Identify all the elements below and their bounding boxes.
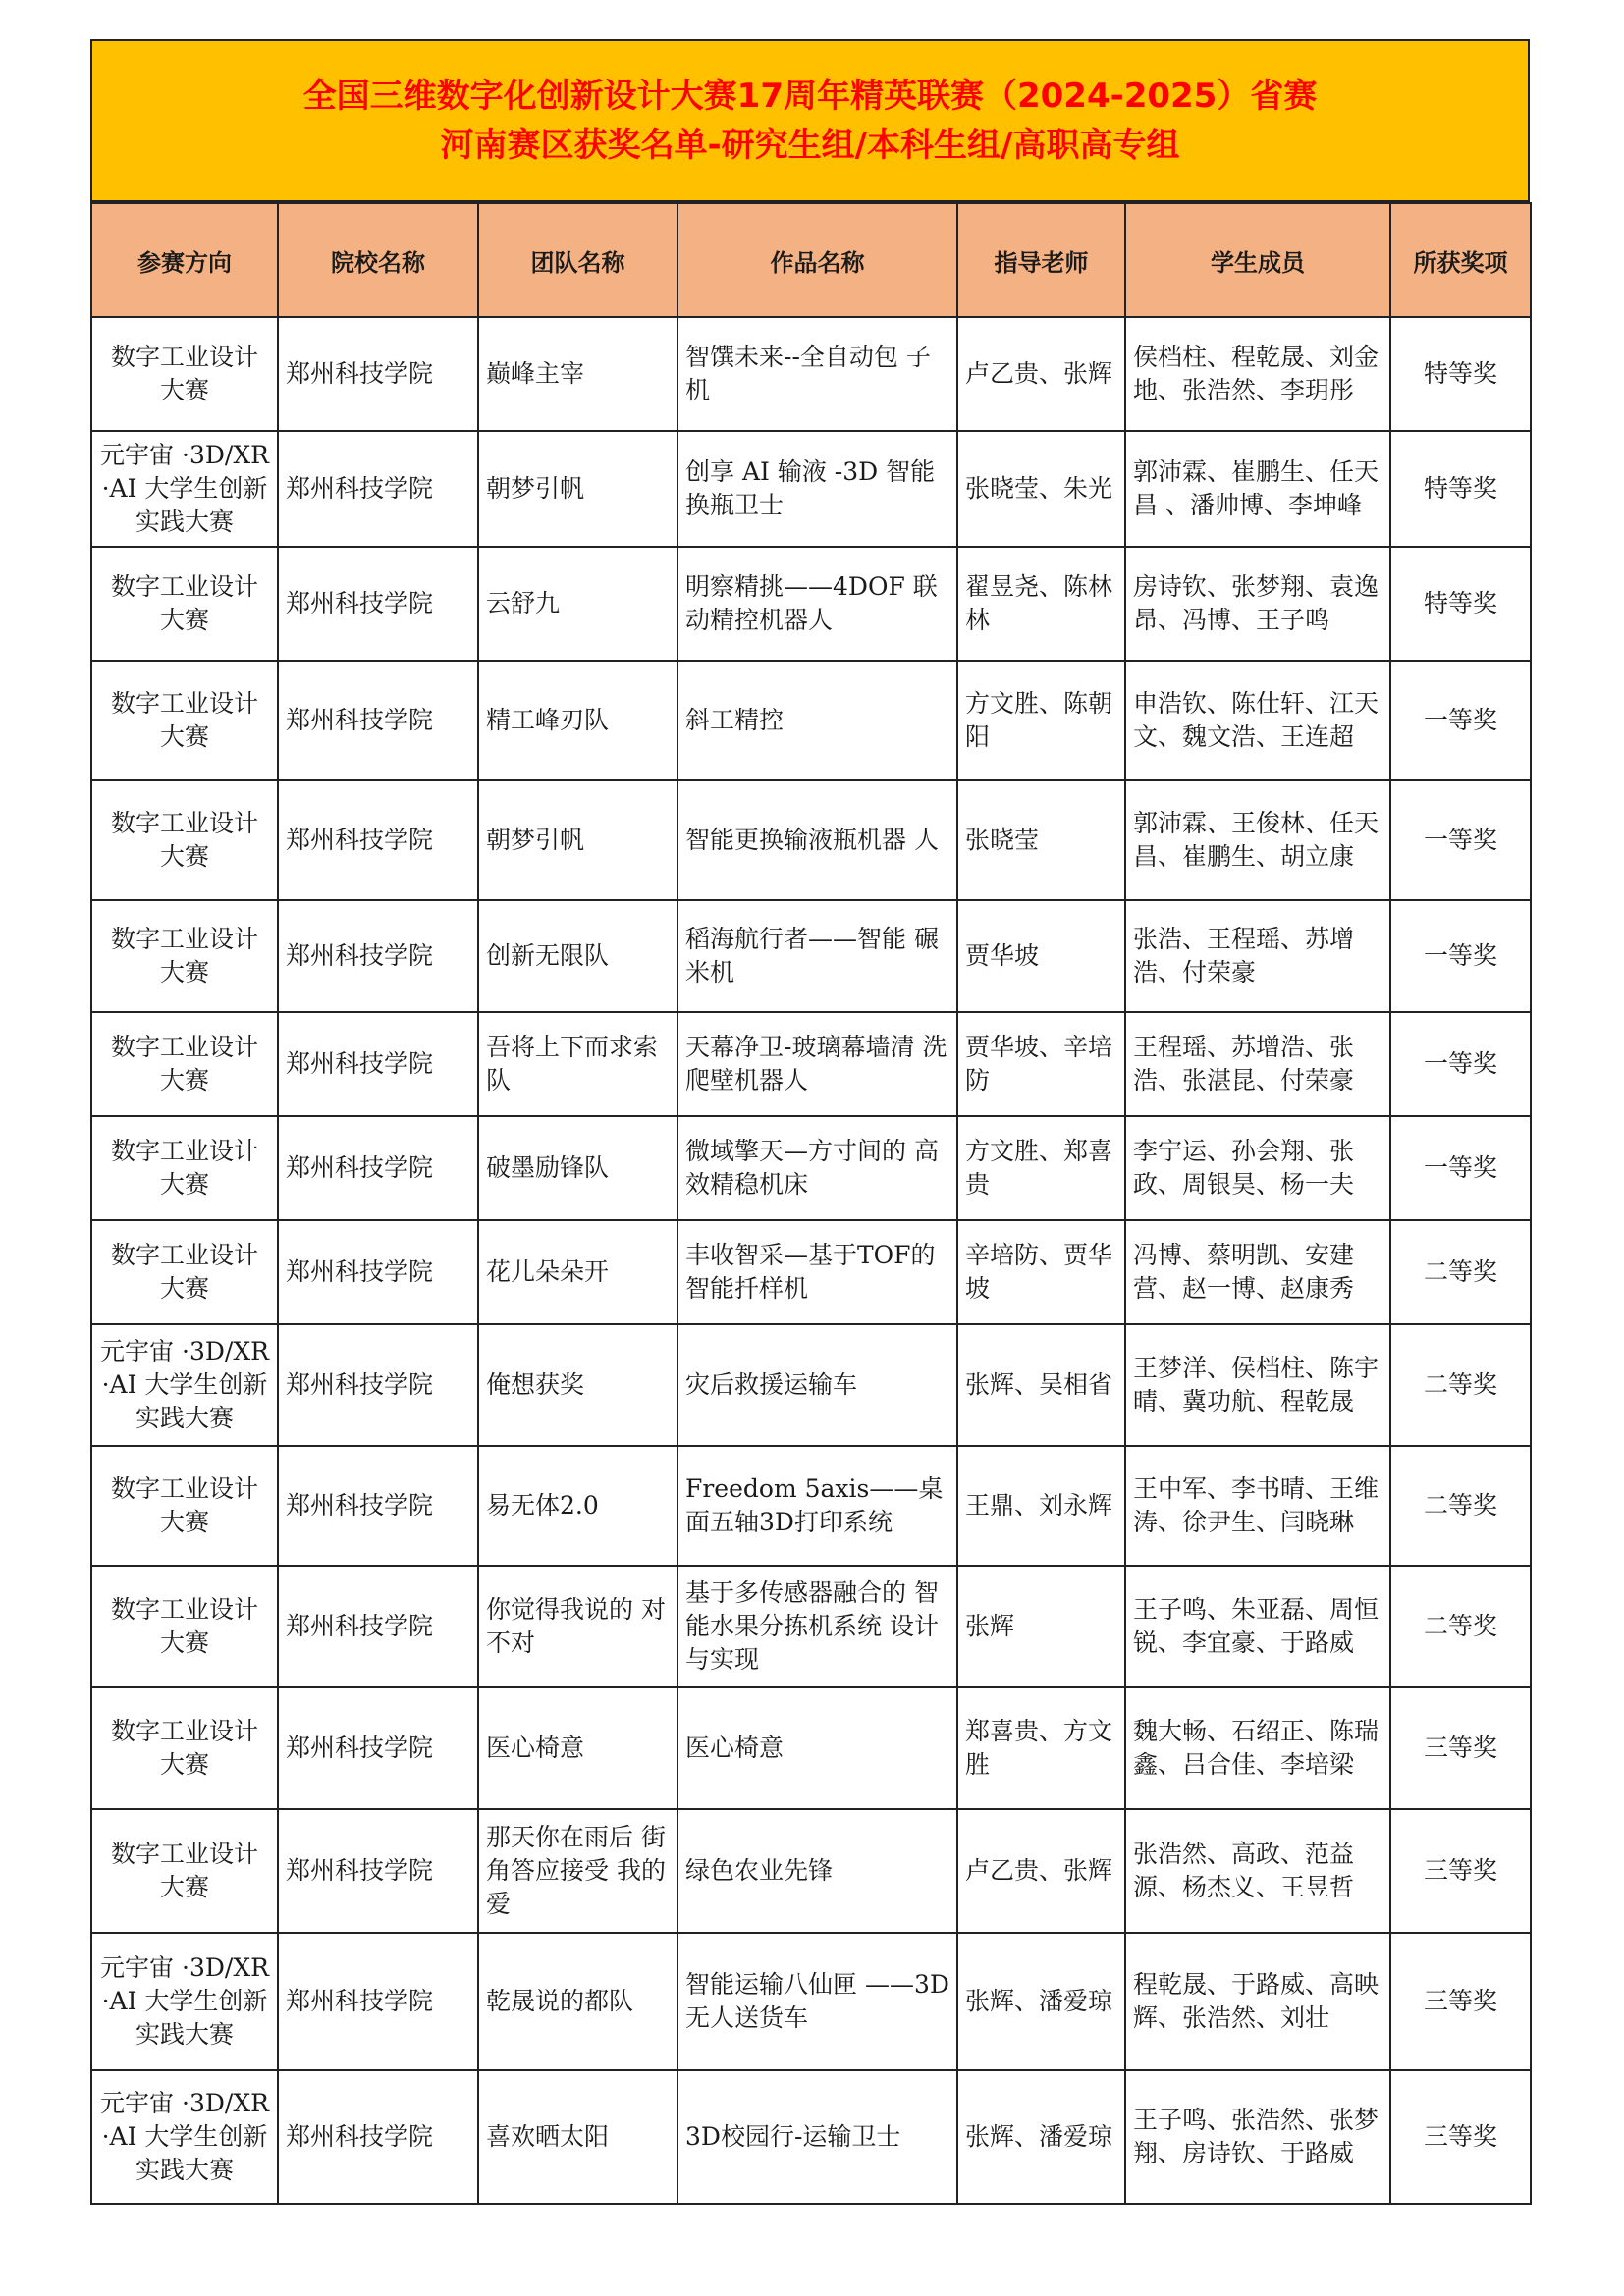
cell-direction: 数字工业设计大赛 [91,900,278,1012]
cell-direction: 元宇宙 ·3D/XR ·AI 大学生创新实践大赛 [91,1324,278,1446]
cell-students: 王梦洋、侯档柱、陈宇晴、冀功航、程乾晟 [1125,1324,1390,1446]
cell-team: 医心椅意 [478,1687,677,1809]
table-row [91,900,1531,1012]
table-row [91,431,1531,547]
header-teacher: 指导老师 [957,203,1125,317]
cell-award: 特等奖 [1390,431,1531,547]
cell-award: 三等奖 [1390,1687,1531,1809]
cell-students: 张浩、王程瑶、苏增浩、付荣豪 [1125,900,1390,1012]
cell-work: 创享 AI 输液 -3D 智能换瓶卫士 [677,431,957,547]
cell-school: 郑州科技学院 [278,431,478,547]
cell-direction: 数字工业设计大赛 [91,1012,278,1116]
cell-teacher: 张晓莹、朱光 [957,431,1125,547]
cell-teacher: 郑喜贵、方文胜 [957,1687,1125,1809]
cell-students: 房诗钦、张梦翔、袁逸昂、冯博、王子鸣 [1125,547,1390,661]
cell-students: 李宁运、孙会翔、张政、周银昊、杨一夫 [1125,1116,1390,1220]
cell-work: 微域擎天—方寸间的 高效精稳机床 [677,1116,957,1220]
cell-students: 王程瑶、苏增浩、张浩、张湛昆、付荣豪 [1125,1012,1390,1116]
cell-school: 郑州科技学院 [278,780,478,900]
header-school: 院校名称 [278,203,478,317]
cell-work: 丰收智采—基于TOF的 智能扦样机 [677,1220,957,1324]
cell-students: 王子鸣、张浩然、张梦翔、房诗钦、于路威 [1125,2070,1390,2204]
table-row [91,780,1531,900]
cell-award: 二等奖 [1390,1220,1531,1324]
cell-direction: 元宇宙 ·3D/XR ·AI 大学生创新实践大赛 [91,2070,278,2204]
award-table [90,202,1532,2205]
cell-school: 郑州科技学院 [278,1012,478,1116]
cell-team: 朝梦引帆 [478,780,677,900]
cell-work: 智能运输八仙匣 ——3D无人送货车 [677,1933,957,2070]
cell-school: 郑州科技学院 [278,900,478,1012]
cell-team: 那天你在雨后 街角答应接受 我的爱 [478,1809,677,1933]
cell-award: 一等奖 [1390,1012,1531,1116]
cell-school: 郑州科技学院 [278,661,478,780]
cell-direction: 数字工业设计大赛 [91,1116,278,1220]
cell-work: 灾后救援运输车 [677,1324,957,1446]
cell-direction: 数字工业设计大赛 [91,1809,278,1933]
cell-team: 乾晟说的都队 [478,1933,677,2070]
cell-award: 三等奖 [1390,1809,1531,1933]
cell-team: 朝梦引帆 [478,431,677,547]
title-banner [90,39,1530,202]
cell-team: 创新无限队 [478,900,677,1012]
cell-students: 张浩然、高政、范益源、杨杰义、王昱哲 [1125,1809,1390,1933]
cell-direction: 元宇宙 ·3D/XR ·AI 大学生创新实践大赛 [91,431,278,547]
cell-teacher: 张辉、潘爱琼 [957,2070,1125,2204]
table-row [91,1687,1531,1809]
cell-team: 云舒九 [478,547,677,661]
cell-school: 郑州科技学院 [278,1324,478,1446]
cell-work: 稻海航行者——智能 碾米机 [677,900,957,1012]
cell-school: 郑州科技学院 [278,317,478,431]
cell-school: 郑州科技学院 [278,1220,478,1324]
cell-school: 郑州科技学院 [278,1566,478,1687]
cell-students: 申浩钦、陈仕轩、江天文、魏文浩、王连超 [1125,661,1390,780]
cell-students: 魏大畅、石绍正、陈瑞鑫、吕合佳、李培梁 [1125,1687,1390,1809]
cell-direction: 数字工业设计大赛 [91,1446,278,1566]
table-row [91,1446,1531,1566]
header-students: 学生成员 [1125,203,1390,317]
award-document [90,39,1530,2205]
table-row [91,1566,1531,1687]
cell-students: 侯档柱、程乾晟、刘金地、张浩然、李玥彤 [1125,317,1390,431]
cell-work: 明察精挑——4DOF 联 动精控机器人 [677,547,957,661]
cell-school: 郑州科技学院 [278,1446,478,1566]
cell-direction: 数字工业设计大赛 [91,780,278,900]
cell-school: 郑州科技学院 [278,1809,478,1933]
cell-award: 一等奖 [1390,661,1531,780]
table-row [91,1809,1531,1933]
cell-award: 二等奖 [1390,1566,1531,1687]
cell-school: 郑州科技学院 [278,547,478,661]
cell-students: 王子鸣、朱亚磊、周恒锐、李宜豪、于路威 [1125,1566,1390,1687]
table-row [91,1012,1531,1116]
cell-school: 郑州科技学院 [278,1687,478,1809]
cell-work: 基于多传感器融合的 智能水果分拣机系统 设计与实现 [677,1566,957,1687]
cell-teacher: 方文胜、郑喜贵 [957,1116,1125,1220]
title-line-2: 河南赛区获奖名单-研究生组/本科生组/高职高专组 [440,126,1180,165]
cell-award: 二等奖 [1390,1446,1531,1566]
cell-work: 智能更换输液瓶机器 人 [677,780,957,900]
cell-direction: 数字工业设计大赛 [91,1220,278,1324]
cell-teacher: 王鼎、刘永辉 [957,1446,1125,1566]
cell-award: 一等奖 [1390,900,1531,1012]
cell-team: 吾将上下而求索队 [478,1012,677,1116]
table-row [91,661,1531,780]
cell-work: Freedom 5axis——桌面五轴3D打印系统 [677,1446,957,1566]
cell-students: 郭沛霖、王俊林、任天昌、崔鹏生、胡立康 [1125,780,1390,900]
table-row [91,2070,1531,2204]
cell-students: 程乾晟、于路威、高映辉、张浩然、刘壮 [1125,1933,1390,2070]
cell-school: 郑州科技学院 [278,2070,478,2204]
cell-work: 医心椅意 [677,1687,957,1809]
cell-award: 三等奖 [1390,1933,1531,2070]
cell-team: 破墨励锋队 [478,1116,677,1220]
cell-school: 郑州科技学院 [278,1933,478,2070]
table-row [91,1933,1531,2070]
cell-team: 易无体2.0 [478,1446,677,1566]
cell-award: 一等奖 [1390,780,1531,900]
cell-team: 你觉得我说的 对不对 [478,1566,677,1687]
cell-work: 3D校园行-运输卫士 [677,2070,957,2204]
table-row [91,317,1531,431]
cell-teacher: 张辉 [957,1566,1125,1687]
cell-work: 天幕净卫-玻璃幕墙清 洗爬壁机器人 [677,1012,957,1116]
cell-teacher: 张辉、潘爱琼 [957,1933,1125,2070]
cell-award: 三等奖 [1390,2070,1531,2204]
cell-team: 喜欢晒太阳 [478,2070,677,2204]
cell-teacher: 卢乙贵、张辉 [957,1809,1125,1933]
cell-teacher: 翟昱尧、陈林林 [957,547,1125,661]
table-row [91,1220,1531,1324]
cell-work: 绿色农业先锋 [677,1809,957,1933]
cell-teacher: 卢乙贵、张辉 [957,317,1125,431]
header-row [91,203,1531,317]
cell-team: 花儿朵朵开 [478,1220,677,1324]
cell-award: 一等奖 [1390,1116,1531,1220]
table-row [91,547,1531,661]
cell-teacher: 张晓莹 [957,780,1125,900]
cell-team: 精工峰刃队 [478,661,677,780]
cell-teacher: 贾华坡、辛培防 [957,1012,1125,1116]
header-direction: 参赛方向 [91,203,278,317]
cell-award: 二等奖 [1390,1324,1531,1446]
cell-award: 特等奖 [1390,547,1531,661]
cell-direction: 数字工业设计大赛 [91,547,278,661]
cell-work: 斜工精控 [677,661,957,780]
cell-award: 特等奖 [1390,317,1531,431]
cell-students: 王中军、李书晴、王维涛、徐尹生、闫晓琳 [1125,1446,1390,1566]
cell-teacher: 辛培防、贾华坡 [957,1220,1125,1324]
header-work: 作品名称 [677,203,957,317]
cell-students: 冯博、蔡明凯、安建营、赵一博、赵康秀 [1125,1220,1390,1324]
cell-team: 巅峰主宰 [478,317,677,431]
header-team: 团队名称 [478,203,677,317]
cell-school: 郑州科技学院 [278,1116,478,1220]
cell-students: 郭沛霖、崔鹏生、任天昌 、潘帅博、李坤峰 [1125,431,1390,547]
cell-direction: 数字工业设计大赛 [91,1687,278,1809]
cell-direction: 数字工业设计大赛 [91,1566,278,1687]
cell-teacher: 贾华坡 [957,900,1125,1012]
cell-direction: 元宇宙 ·3D/XR ·AI 大学生创新实践大赛 [91,1933,278,2070]
table-row [91,1324,1531,1446]
title-line-1: 全国三维数字化创新设计大赛17周年精英联赛（2024-2025）省赛 [302,77,1318,116]
cell-direction: 数字工业设计大赛 [91,317,278,431]
cell-direction: 数字工业设计大赛 [91,661,278,780]
cell-teacher: 方文胜、陈朝阳 [957,661,1125,780]
cell-work: 智馔未来--全自动包 子机 [677,317,957,431]
cell-teacher: 张辉、吴相省 [957,1324,1125,1446]
cell-team: 俺想获奖 [478,1324,677,1446]
table-row [91,1116,1531,1220]
header-award: 所获奖项 [1390,203,1531,317]
